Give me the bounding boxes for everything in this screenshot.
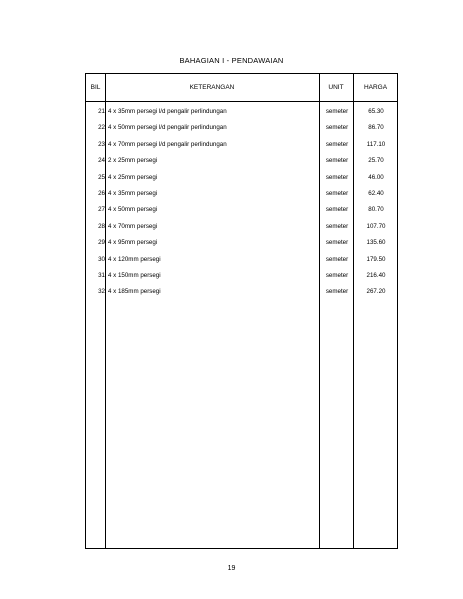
row-bil: 27	[98, 206, 105, 214]
table-row	[86, 222, 397, 232]
page-title: BAHAGIAN I - PENDAWAIAN	[179, 56, 284, 65]
header-unit: UNIT	[328, 84, 344, 91]
row-keterangan: 4 x 50mm persegi l/d pengalir perlindungan	[108, 124, 227, 132]
row-keterangan: 4 x 120mm persegi	[108, 255, 161, 263]
row-harga: 107.70	[366, 222, 386, 230]
row-unit: semeter	[325, 140, 349, 148]
row-bil: 32	[98, 288, 105, 296]
header-bil: BIL	[90, 84, 101, 91]
row-unit: semeter	[325, 190, 349, 197]
row-harga: 80.70	[368, 206, 384, 214]
row-keterangan: 4 x 95mm persegi	[108, 239, 158, 247]
row-keterangan: 4 x 70mm persegi l/d pengalir perlindungan	[108, 140, 227, 148]
header-keterangan: KETERANGAN	[189, 84, 235, 91]
header-harga: HARGA	[363, 84, 388, 91]
row-keterangan: 4 x 35mm persegi	[108, 190, 158, 197]
row-unit: semeter	[325, 108, 349, 115]
row-keterangan: 4 x 70mm persegi	[108, 222, 158, 230]
row-keterangan: 4 x 50mm persegi	[108, 206, 158, 214]
table-row	[86, 238, 397, 248]
row-bil: 31	[98, 272, 105, 279]
row-unit: semeter	[325, 288, 349, 296]
table-row	[86, 156, 397, 166]
table-row	[86, 173, 397, 183]
row-bil: 25	[98, 173, 105, 181]
row-bil: 21	[98, 108, 105, 115]
row-harga: 62.40	[368, 190, 384, 197]
row-harga: 46.00	[368, 173, 384, 181]
row-keterangan: 4 x 35mm persegi l/d pengalir perlindungan	[108, 108, 227, 115]
row-bil: 28	[98, 222, 105, 230]
row-bil: 24	[98, 157, 105, 165]
row-keterangan: 4 x 185mm persegi	[108, 288, 161, 296]
page-number: 19	[227, 565, 236, 572]
row-unit: semeter	[325, 239, 349, 247]
row-bil: 22	[98, 124, 105, 132]
row-unit: semeter	[325, 222, 349, 230]
price-table	[85, 73, 398, 549]
row-bil: 30	[98, 255, 105, 263]
header-divider	[86, 101, 397, 102]
table-row	[86, 140, 397, 150]
row-harga: 86.70	[368, 124, 384, 132]
row-unit: semeter	[325, 173, 349, 181]
row-unit: semeter	[325, 255, 349, 263]
row-unit: semeter	[325, 157, 349, 165]
row-unit: semeter	[325, 272, 349, 279]
table-row	[86, 107, 397, 117]
table-row	[86, 205, 397, 215]
row-harga: 117.10	[366, 140, 386, 148]
table-row	[86, 189, 397, 199]
row-unit: semeter	[325, 124, 349, 132]
table-row	[86, 123, 397, 133]
table-row	[86, 287, 397, 297]
row-unit: semeter	[325, 206, 349, 214]
row-harga: 65.30	[368, 108, 384, 115]
row-keterangan: 2 x 25mm persegi	[108, 157, 158, 165]
table-row	[86, 255, 397, 265]
row-keterangan: 4 x 150mm persegi	[108, 272, 161, 279]
row-harga: 216.40	[366, 272, 386, 279]
row-harga: 267.20	[366, 288, 386, 296]
row-bil: 29	[98, 239, 105, 247]
table-row	[86, 271, 397, 281]
row-keterangan: 4 x 25mm persegi	[108, 173, 158, 181]
row-harga: 135.60	[366, 239, 386, 247]
row-bil: 26	[98, 190, 105, 197]
row-harga: 179.50	[366, 255, 386, 263]
row-bil: 23	[98, 140, 105, 148]
row-harga: 25.70	[368, 157, 384, 165]
